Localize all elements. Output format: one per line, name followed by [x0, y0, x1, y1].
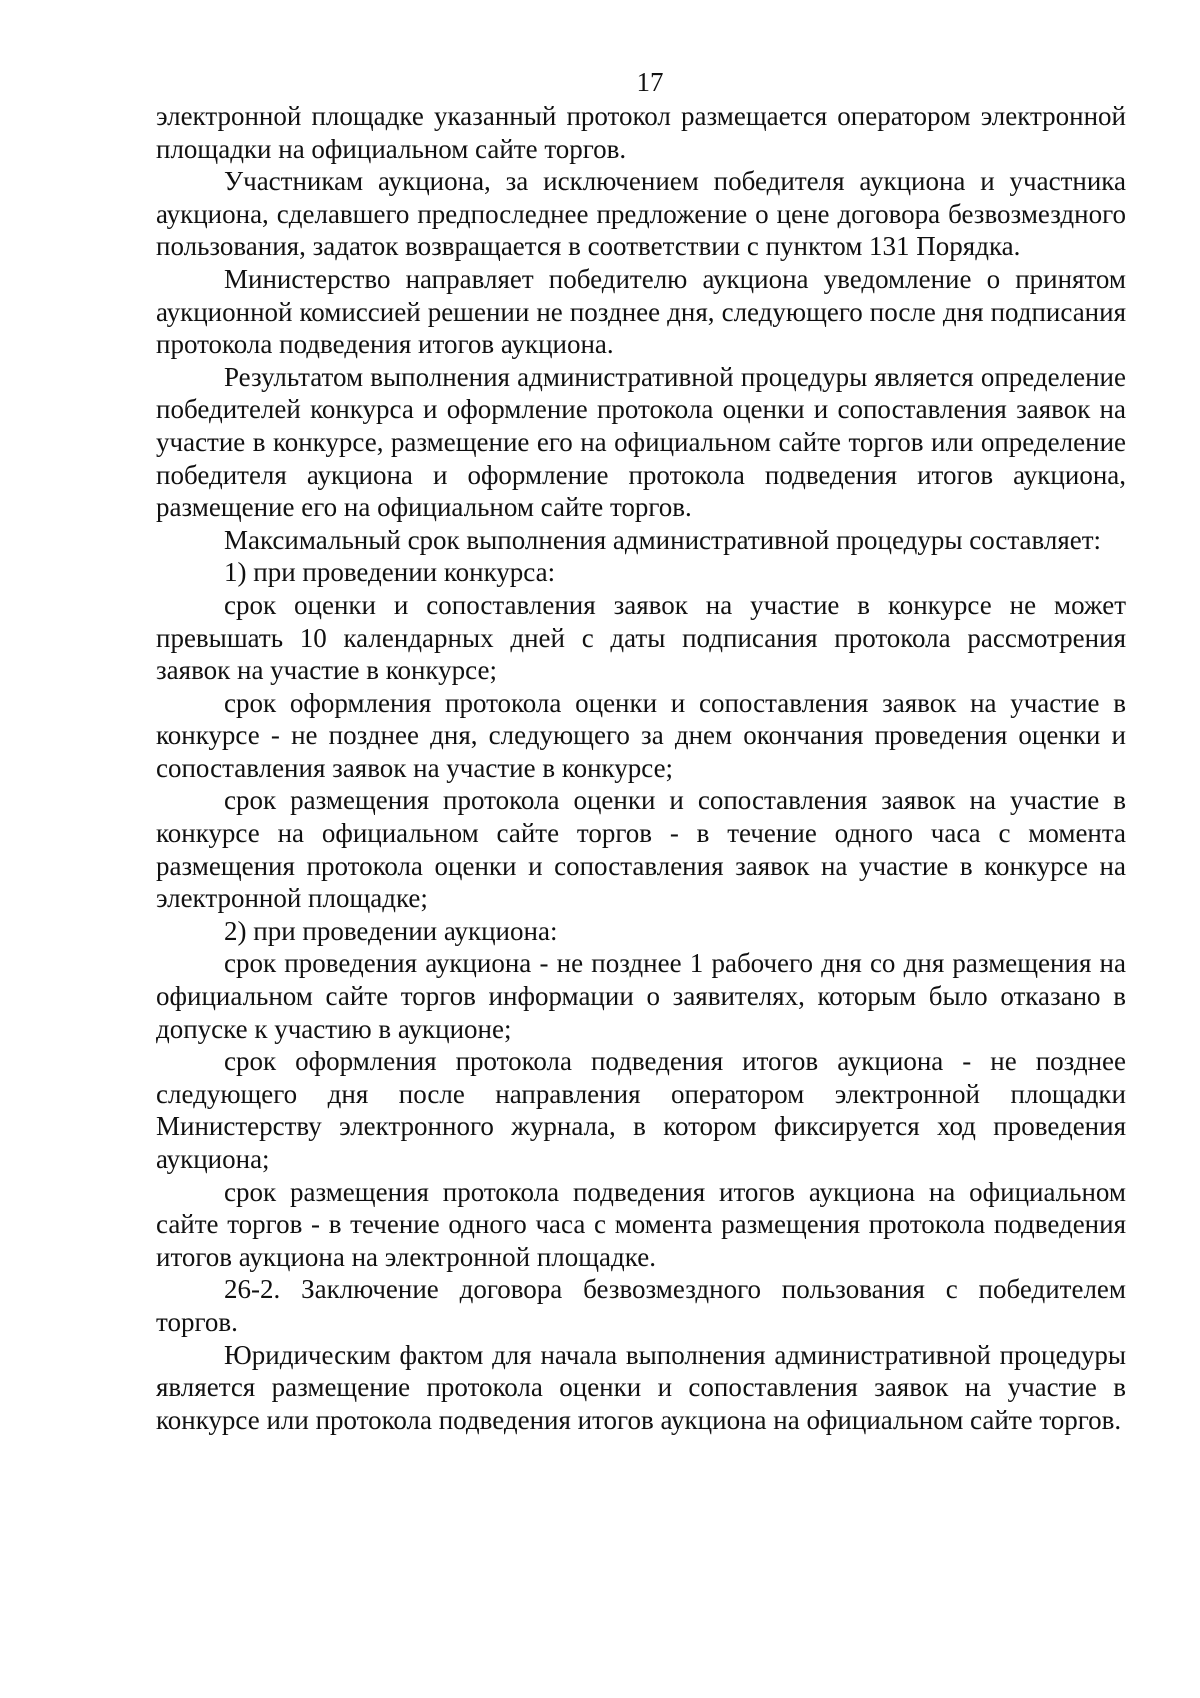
paragraph-procedure-result: Результатом выполнения административной процедуры является определение победителей конкурса и оформление протокола оценки и сопоставления заявок на участие в конкурсе, размещение его на официальном сайте торгов или определение победителя аукциона и оформление протокола подведения итогов аукциона, размещение его на официальном сайте торгов. — [156, 361, 1126, 523]
paragraph-continuation: электронной площадке указанный протокол размещается оператором электронной площадки на официальном сайте торгов. — [156, 101, 1126, 164]
list-item-auction: 2) при проведении аукциона: — [224, 915, 558, 946]
paragraph-auction-term: срок проведения аукциона - не позднее 1 рабочего дня со дня размещения на официальном сайте торгов информации о заявителях, которым было отказано в допуске к участию в аукционе; — [156, 948, 1126, 1044]
paragraph-deposit-return: Участникам аукциона, за исключением победителя аукциона и участника аукциона, сделавшего предпоследнее предложение о цене договора безвозмездного пользования, задаток возвращается в соответствии с пунктом 131 Порядка. — [156, 166, 1126, 262]
paragraph-ministry-notice: Министерство направляет победителю аукциона уведомление о принятом аукционной комиссией решении не позднее дня, следующего после дня подписания протокола подведения итогов аукциона. — [156, 263, 1126, 360]
document-page — [156, 66, 1126, 1436]
paragraph-auction-protocol-term: срок оформления протокола подведения итогов аукциона - не позднее следующего дня после направления оператором электронной площадки Министерству электронного журнала, в котором фиксируется ход проведения аукциона; — [156, 1046, 1126, 1174]
paragraph-contest-evaluation-term: срок оценки и сопоставления заявок на участие в конкурсе не может превышать 10 календарных дней с даты подписания протокола рассмотрения заявок на участие в конкурсе; — [156, 589, 1126, 686]
page-number: 17 — [636, 67, 664, 97]
paragraph-contest-protocol-term: срок оформления протокола оценки и сопоставления заявок на участие в конкурсе - не позднее дня, следующего за днем окончания проведения оценки и сопоставления заявок на участие в конкурсе; — [156, 687, 1126, 783]
paragraph-contest-publication-term: срок размещения протокола оценки и сопоставления заявок на участие в конкурсе на официальном сайте торгов - в течение одного часа с момента размещения протокола оценки и сопоставления заявок на участие в конкурсе на электронной площадке; — [156, 785, 1126, 914]
paragraph-auction-publication-term: срок размещения протокола подведения итогов аукциона на официальном сайте торгов - в течение одного часа с момента размещения протокола подведения итогов аукциона на электронной площадке. — [156, 1176, 1126, 1272]
paragraph-max-term: Максимальный срок выполнения административной процедуры составляет: — [224, 524, 1102, 555]
section-heading-26-2: 26-2. Заключение договора безвозмездного пользования с победителем торгов. — [156, 1274, 1126, 1337]
list-item-contest: 1) при проведении конкурса: — [224, 557, 556, 588]
paragraph-legal-fact: Юридическим фактом для начала выполнения административной процедуры является размещение протокола оценки и сопоставления заявок на участие в конкурсе или протокола подведения итогов аукциона на официальном сайте торгов. — [156, 1339, 1126, 1435]
